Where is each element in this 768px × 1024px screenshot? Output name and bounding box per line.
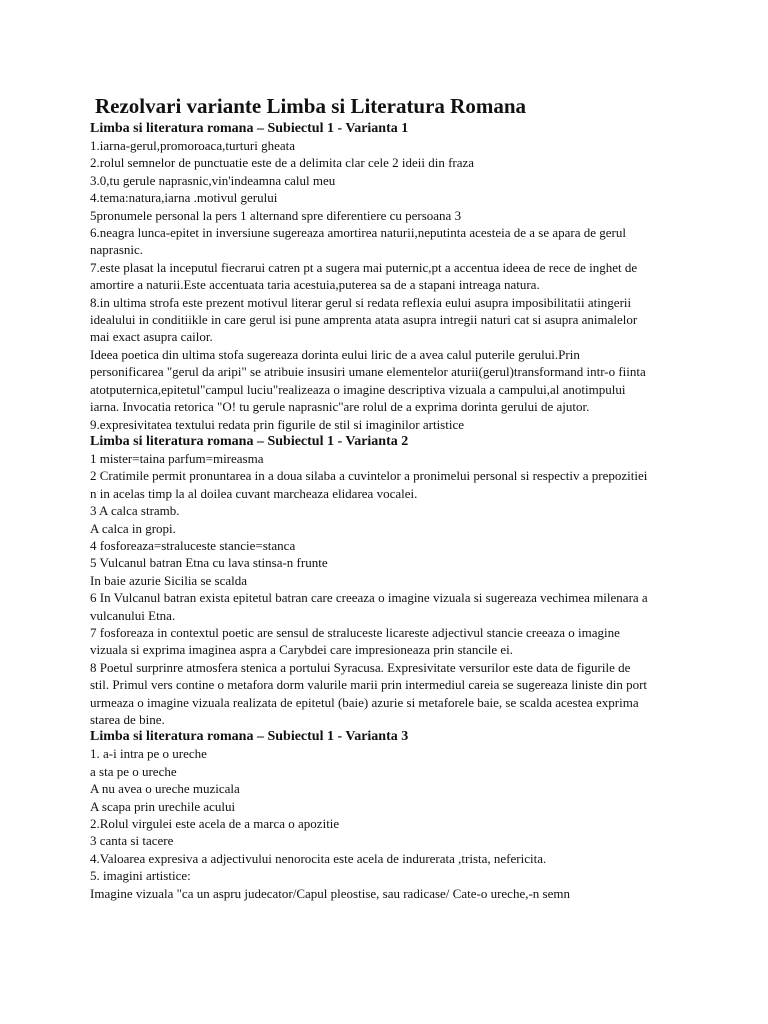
answer-line: 6 In Vulcanul batran exista epitetul batran care creeaza o imagine vizuala si sugereaza vechimea milenara a vulcanului Etna. xyxy=(90,590,651,623)
answer-line: A scapa prin urechile acului xyxy=(90,798,236,814)
answer-line: 2.Rolul virgulei este acela de a marca o apozitie xyxy=(90,816,340,832)
answer-line: A calca in gropi. xyxy=(90,520,176,536)
section-heading: Limba si literatura romana – Subiectul 1 - Varianta 3 xyxy=(90,729,409,745)
answer-line: 9.expresivitatea textului redata prin figurile de stil si imaginilor artistice xyxy=(90,416,464,432)
document-body xyxy=(90,120,650,902)
section-heading: Limba si literatura romana – Subiectul 1 - Varianta 2 xyxy=(90,433,409,449)
answer-line: In baie azurie Sicilia se scalda xyxy=(90,572,248,588)
answer-line: 4 fosforeaza=straluceste stancie=stanca xyxy=(90,537,296,553)
answer-line: Ideea poetica din ultima stofa sugereaza dorinta eului liric de a avea calul puterile gerului.Prin personificarea "gerul da aripi" se atribuie insusiri umane elementelor aturii(gerul)transformand intr-o fiinta atotputernica,epitetul"campul luciu"realizeaza o imagine descriptiva vizuala a campului,al anotimpului iarna. Invocatia retorica "O! tu gerule naprasnic"are rolul de a exprima dorinta gerului de ajutor. xyxy=(90,346,650,415)
answer-line: 3 canta si tacere xyxy=(90,833,174,849)
answer-line: 3.0,tu gerule naprasnic,vin'indeamna calul meu xyxy=(90,172,336,188)
section-heading: Limba si literatura romana – Subiectul 1 - Varianta 1 xyxy=(90,121,409,136)
answer-line: A nu avea o ureche muzicala xyxy=(90,781,240,797)
answer-line: 2.rolul semnelor de punctuatie este de a delimita clar cele 2 ideii din fraza xyxy=(90,155,475,171)
answer-line: 7.este plasat la inceputul fiecrarui catren pt a sugera mai puternic,pt a accentua ideea de rece de inghet de amortire a naturii.Este accentuata taria acestuia,puterea sa de a stapani intreaga natura. xyxy=(90,259,641,293)
answer-line: 8 Poetul surprinre atmosfera stenica a portului Syracusa. Expresivitate versurilor este data de figurile de stil. Primul vers contine o metafora dorm valurile marii prin intermediul careia se sugereaza liniste din port urmeaza o imagine vizuala realizata de epitetul (baie) azurie si metaforele baie, se scalda acestea exprima starea de bine. xyxy=(90,659,651,727)
answer-line: a sta pe o ureche xyxy=(90,763,177,779)
answer-line: 8.in ultima strofa este prezent motivul literar gerul si redata reflexia eului asupra imposibilitatii atingerii idealului in conditiikle in care gerul isi pune amprenta atata asupra intregii naturi cat si asupra animalelor mai exact asupra cailor. xyxy=(90,294,641,345)
answer-line: 4.Valoarea expresiva a adjectivului nenorocita este acela de indurerata ,trista, nefericita. xyxy=(90,850,547,866)
answer-line: 1. a-i intra pe o ureche xyxy=(90,746,207,762)
answer-line: Imagine vizuala "ca un aspru judecator/Capul pleostise, sau radicase/ Cate-o ureche,-n semn xyxy=(90,885,570,901)
answer-line: 7 fosforeaza in contextul poetic are sensul de straluceste licareste adjectivul stancie creeaza o imagine vizuala si exprima imaginea aspra a Carybdei care impresioneaza prin stancile ei. xyxy=(90,624,624,658)
answer-line: 1 mister=taina parfum=mireasma xyxy=(90,450,264,466)
answer-line: 4.tema:natura,iarna .motivul gerului xyxy=(90,190,278,206)
answer-line: 1.iarna-gerul,promoroaca,turturi gheata xyxy=(90,138,296,153)
answer-line: 2 Cratimile permit pronuntarea in a doua silaba a cuvintelor a pronimelui personal si respectiv a prepozitiei n in acelas timp la al doilea cuvant marcheaza elidarea vocalei. xyxy=(90,468,651,501)
answer-line: 6.neagra lunca-epitet in inversiune sugereaza amortirea naturii,neputinta acesteia de a se apara de gerul naprasnic. xyxy=(90,225,630,258)
answer-line: 5. imagini artistice: xyxy=(90,868,191,884)
answer-line: 3 A calca stramb. xyxy=(90,503,180,519)
answer-line: 5 Vulcanul batran Etna cu lava stinsa-n frunte xyxy=(90,555,328,571)
document-title: Rezolvari variante Limba si Literatura Romana xyxy=(95,94,527,118)
answer-line: 5pronumele personal la pers 1 alternand spre diferentiere cu persoana 3 xyxy=(90,207,462,223)
